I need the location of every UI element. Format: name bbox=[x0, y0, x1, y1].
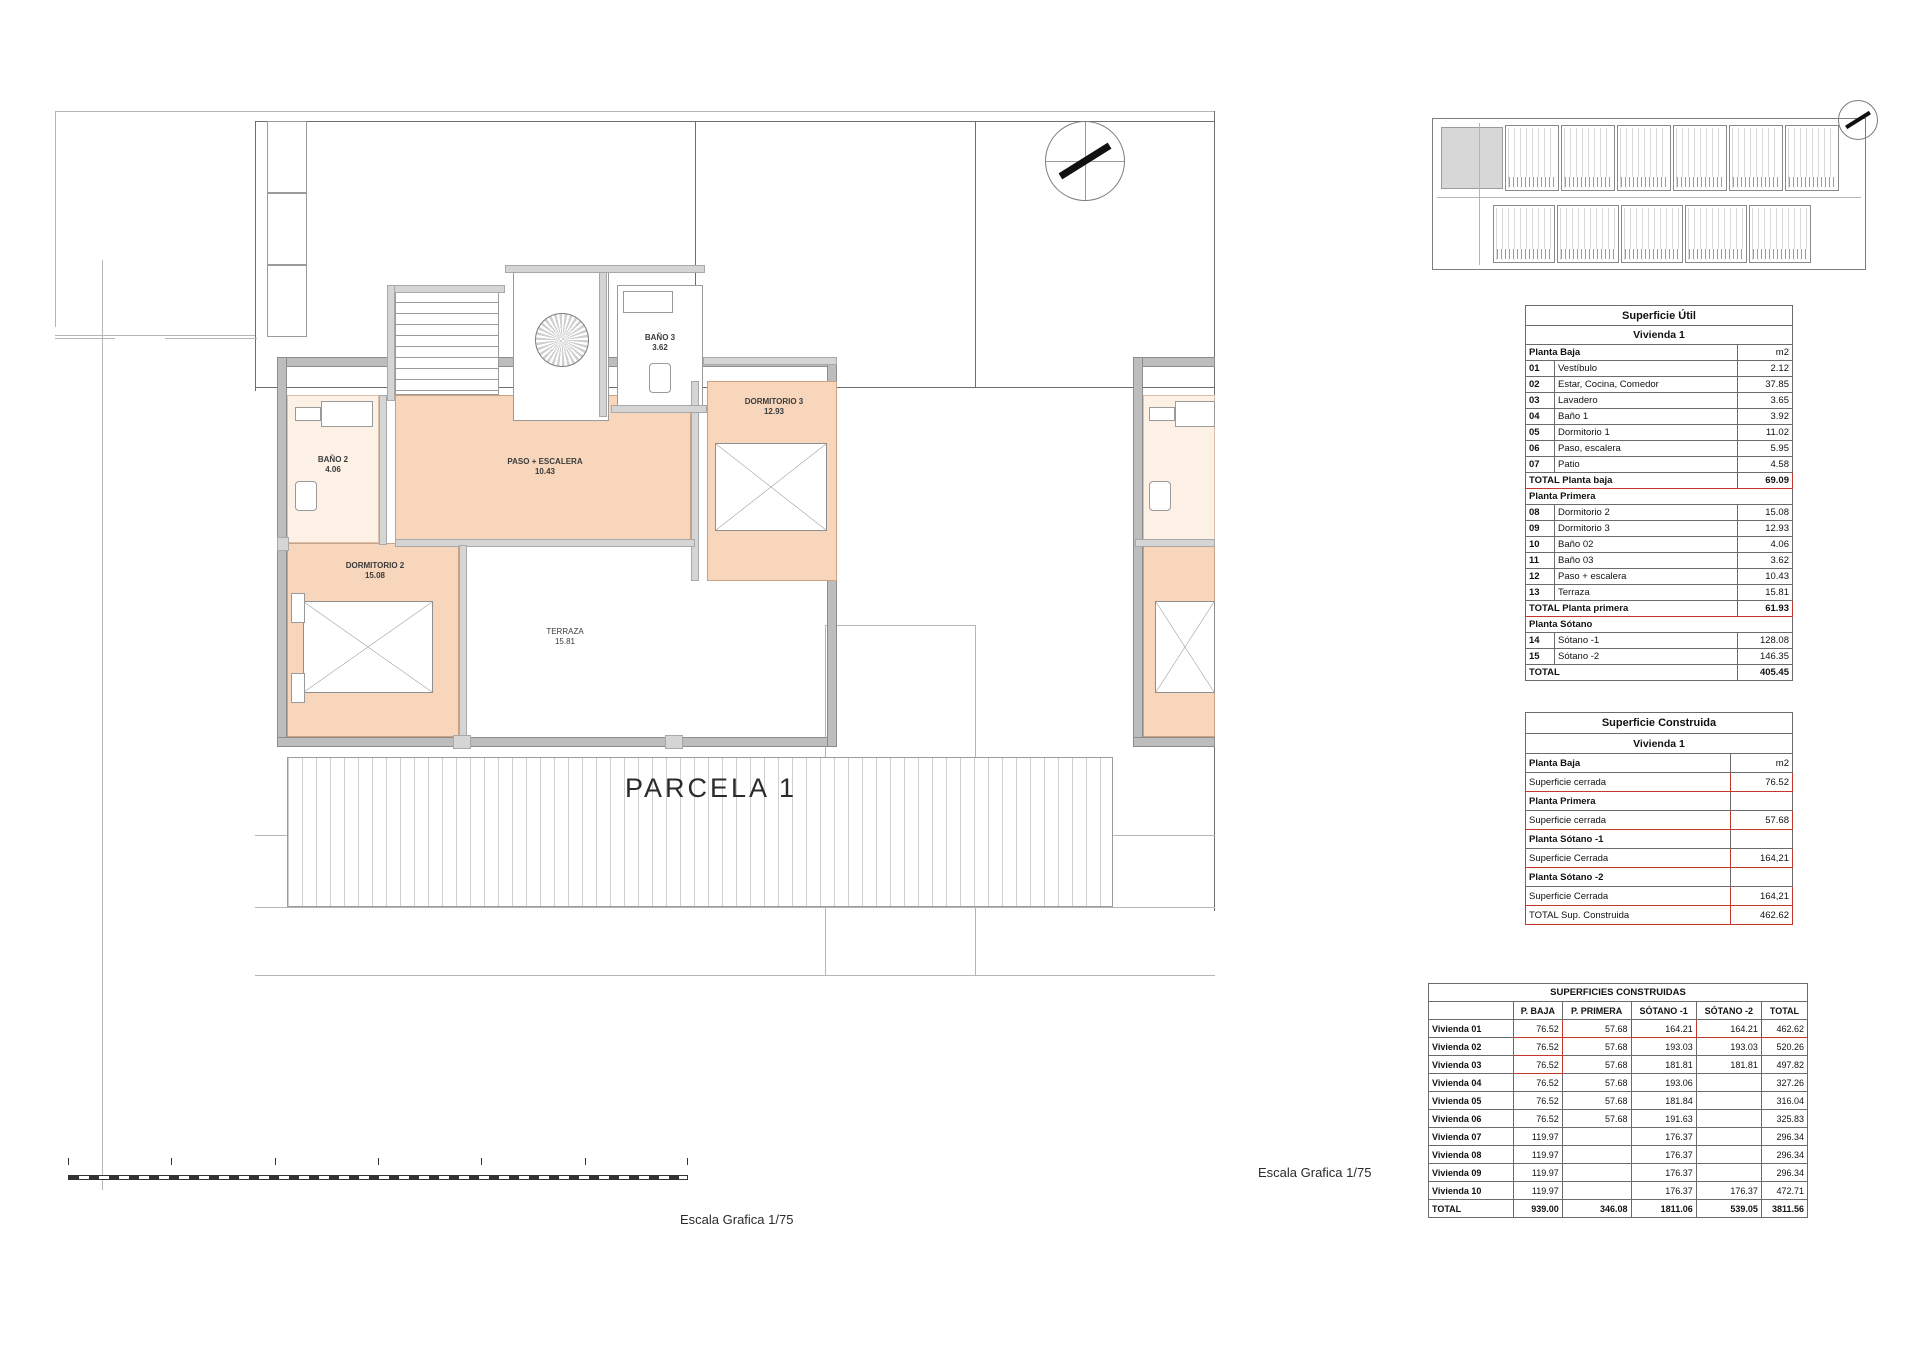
table-row: Planta Primera bbox=[1526, 792, 1793, 811]
table-row: Vivienda 02 76.52 57.68 193.03 193.03 520.26 bbox=[1429, 1038, 1808, 1056]
parcel-label: PARCELA 1 bbox=[625, 773, 798, 803]
room-area: 12.93 bbox=[763, 407, 785, 416]
table-row: Vivienda 03 76.52 57.68 181.81 181.81 497.82 bbox=[1429, 1056, 1808, 1074]
bed-icon bbox=[303, 601, 433, 693]
room-label-bano-3 bbox=[617, 333, 703, 353]
table-superficie-construida bbox=[1525, 712, 1793, 925]
table-row: Vivienda 08 119.97 176.37 296.34 bbox=[1429, 1146, 1808, 1164]
table-header-row: P. BAJA P. PRIMERA SÓTANO -1 SÓTANO -2 TOTAL bbox=[1429, 1002, 1808, 1020]
floor-plan bbox=[55, 95, 1385, 1185]
room-name: BAÑO 3 bbox=[644, 333, 676, 342]
table-row: 04 Baño 1 3.92 bbox=[1526, 409, 1793, 425]
table-row: 10 Baño 02 4.06 bbox=[1526, 537, 1793, 553]
room-label-bano-2 bbox=[287, 455, 379, 475]
table-row: 14 Sótano -1 128.08 bbox=[1526, 633, 1793, 649]
room-name: PASO + ESCALERA bbox=[507, 457, 583, 466]
group-header: Planta Baja bbox=[1526, 345, 1738, 361]
table-row: 08 Dormitorio 2 15.08 bbox=[1526, 505, 1793, 521]
room-name: DORMITORIO 2 bbox=[345, 561, 405, 570]
room-label-paso-escalera bbox=[455, 457, 635, 477]
table-row: 12 Paso + escalera 10.43 bbox=[1526, 569, 1793, 585]
table-row: 15 Sótano -2 146.35 bbox=[1526, 649, 1793, 665]
room-label-terraza bbox=[515, 627, 615, 647]
table-row: Vivienda 09 119.97 176.37 296.34 bbox=[1429, 1164, 1808, 1182]
key-plan bbox=[1432, 118, 1866, 270]
table-row: 01 Vestíbulo 2.12 bbox=[1526, 361, 1793, 377]
table-construida-title: Superficie Construida bbox=[1526, 713, 1793, 734]
table-superficie-util bbox=[1525, 305, 1793, 681]
group-header: Planta Primera bbox=[1526, 489, 1793, 505]
room-label-dormitorio-3 bbox=[715, 397, 833, 417]
table-util-title: Superficie Útil bbox=[1526, 306, 1793, 326]
room-name: DORMITORIO 3 bbox=[744, 397, 804, 406]
room-area: 3.62 bbox=[652, 343, 668, 352]
table-row: 11 Baño 03 3.62 bbox=[1526, 553, 1793, 569]
scale-label-2: Escala Grafica 1/75 bbox=[1258, 1165, 1372, 1180]
room-name: BAÑO 2 bbox=[317, 455, 349, 464]
table-row: Superficie cerrada 57.68 bbox=[1526, 811, 1793, 830]
unit-label: m2 bbox=[1738, 345, 1793, 361]
room-area: 15.81 bbox=[554, 637, 576, 646]
table-total-row: TOTAL 405.45 bbox=[1526, 665, 1793, 681]
table-row: 09 Dormitorio 3 12.93 bbox=[1526, 521, 1793, 537]
table-util-subtitle: Vivienda 1 bbox=[1526, 326, 1793, 345]
table-construida-subtitle: Vivienda 1 bbox=[1526, 734, 1793, 754]
table-row: Vivienda 04 76.52 57.68 193.06 327.26 bbox=[1429, 1074, 1808, 1092]
summary-title: SUPERFICIES CONSTRUIDAS bbox=[1429, 984, 1808, 1002]
room-area: 15.08 bbox=[364, 571, 386, 580]
table-row: 02 Estar, Cocina, Comedor 37.85 bbox=[1526, 377, 1793, 393]
table-row: 06 Paso, escalera 5.95 bbox=[1526, 441, 1793, 457]
north-compass-icon bbox=[1045, 121, 1125, 201]
table-row: Vivienda 10 119.97 176.37 176.37 472.71 bbox=[1429, 1182, 1808, 1200]
room-area: 10.43 bbox=[534, 467, 556, 476]
table-row: Vivienda 01 76.52 57.68 164.21 164.21 462.62 bbox=[1429, 1020, 1808, 1038]
tree-icon bbox=[535, 313, 589, 367]
table-row: Superficie Cerrada 164,21 bbox=[1526, 849, 1793, 868]
table-row: 05 Dormitorio 1 11.02 bbox=[1526, 425, 1793, 441]
table-row: Planta Baja m2 bbox=[1526, 754, 1793, 773]
table-row: Superficie Cerrada 164,21 bbox=[1526, 887, 1793, 906]
scale-label-1: Escala Grafica 1/75 bbox=[680, 1212, 794, 1227]
table-row: Vivienda 07 119.97 176.37 296.34 bbox=[1429, 1128, 1808, 1146]
north-compass-small-icon bbox=[1838, 100, 1878, 140]
staircase bbox=[395, 291, 499, 395]
table-total-row: TOTAL 939.00 346.08 1811.06 539.05 3811.56 bbox=[1429, 1200, 1808, 1218]
room-label-dormitorio-2 bbox=[305, 561, 445, 581]
group-header: Planta Sótano bbox=[1526, 617, 1793, 633]
table-row: Planta Sótano -2 bbox=[1526, 868, 1793, 887]
bed-icon bbox=[715, 443, 827, 531]
table-row: Superficie cerrada 76.52 bbox=[1526, 773, 1793, 792]
table-total-row: TOTAL Sup. Construida 462.62 bbox=[1526, 906, 1793, 925]
table-row: 03 Lavadero 3.65 bbox=[1526, 393, 1793, 409]
table-total-row: TOTAL Planta primera 61.93 bbox=[1526, 601, 1793, 617]
table-row: Vivienda 05 76.52 57.68 181.84 316.04 bbox=[1429, 1092, 1808, 1110]
table-row: 13 Terraza 15.81 bbox=[1526, 585, 1793, 601]
table-row: Planta Sótano -1 bbox=[1526, 830, 1793, 849]
table-row: 07 Patio 4.58 bbox=[1526, 457, 1793, 473]
table-row: Vivienda 06 76.52 57.68 191.63 325.83 bbox=[1429, 1110, 1808, 1128]
table-superficies-construidas-summary bbox=[1428, 983, 1808, 1218]
table-total-row: TOTAL Planta baja 69.09 bbox=[1526, 473, 1793, 489]
room-name: TERRAZA bbox=[546, 627, 584, 636]
room-area: 4.06 bbox=[325, 465, 341, 474]
